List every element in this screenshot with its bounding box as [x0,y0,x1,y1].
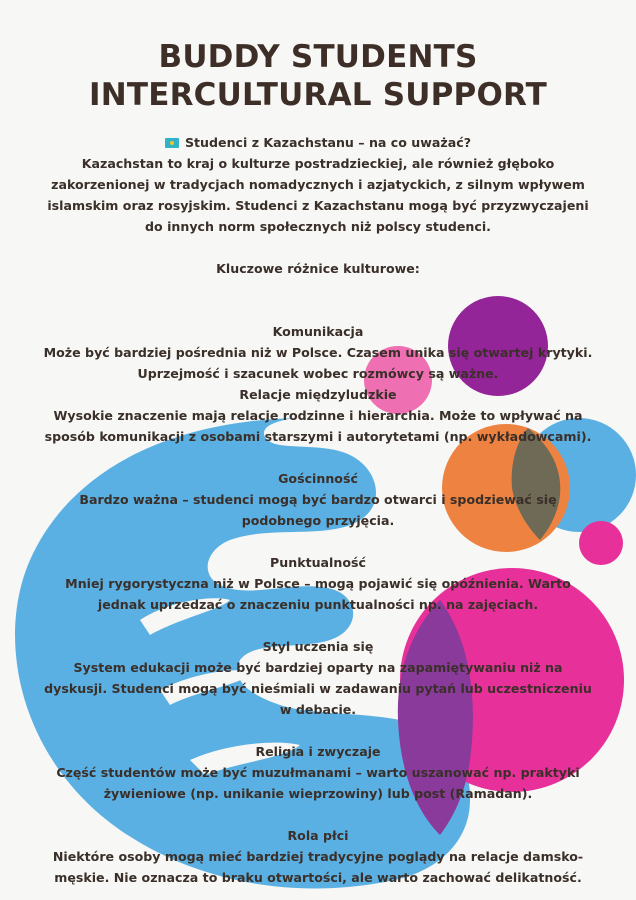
intro-heading-text: Studenci z Kazachstanu – na co uważać? [184,135,472,150]
section-religion-heading: Religia i zwyczaje [255,744,381,759]
section-hospitality-heading: Gościnność [278,471,358,486]
section-punctuality-heading: Punktualność [270,555,366,570]
section-religion-text: Część studentów może być muzułmanami – warto uszanować np. praktyki żywieniowe (np. unikanie wieprzowiny) lub post (Ramadan). [56,765,580,801]
section-punctuality-text: Mniej rygorystyczna niż w Polsce – mogą pojawić się opóźnienia. Warto jednak uprzedzać o znaczeniu punktualności np. na zajęciach. [65,576,571,612]
section-gender-heading: Rola płci [287,828,349,843]
section-learning-heading: Styl uczenia się [262,639,374,654]
section-learning-text: System edukacji może być bardziej oparty na zapamiętywaniu niż na dyskusji. Studenci mogą być nieśmiali w zadawaniu pytań lub uczestniczeniu w debacie. [44,660,592,717]
section-communication-heading: Komunikacja [272,324,364,339]
section-relations-text: Wysokie znaczenie mają relacje rodzinne i hierarchia. Może to wpływać na sposób komunikacji z osobami starszymi i autorytetami (np. wykładowcami). [44,408,592,444]
intro-heading [40,132,596,153]
section-hospitality-text: Bardzo ważna – studenci mogą być bardzo otwarci i spodziewać się podobnego przyjęcia. [79,492,557,528]
differences-heading: Kluczowe różnice kulturowe: [216,261,420,276]
intro-text: Kazachstan to kraj o kulturze postradzieckiej, ale również głęboko zakorzenionej w tradycjach nomadycznych i azjatyckich, z silnym wpływem islamskim oraz rosyjskim. Studenci z Kazachstanu mogą być przyzwyczajeni do innych norm społecznych niż polscy studenci. [47,156,589,234]
title-line-2: INTERCULTURAL SUPPORT [88,77,548,113]
section-communication-text: Może być bardziej pośrednia niż w Polsce. Czasem unika się otwartej krytyki. Uprzejmość i szacunek wobec rozmówcy są ważne. [43,345,593,381]
page-title [0,38,636,114]
content [40,132,596,888]
kazakhstan-flag-icon [165,138,179,148]
title-line-1: BUDDY STUDENTS [158,39,478,75]
section-gender-text: Niektóre osoby mogą mieć bardziej tradycyjne poglądy na relacje damsko-męskie. Nie oznacza to braku otwartości, ale warto zachować delikatność. [52,849,584,885]
section-relations-heading: Relacje międzyludzkie [239,387,397,402]
